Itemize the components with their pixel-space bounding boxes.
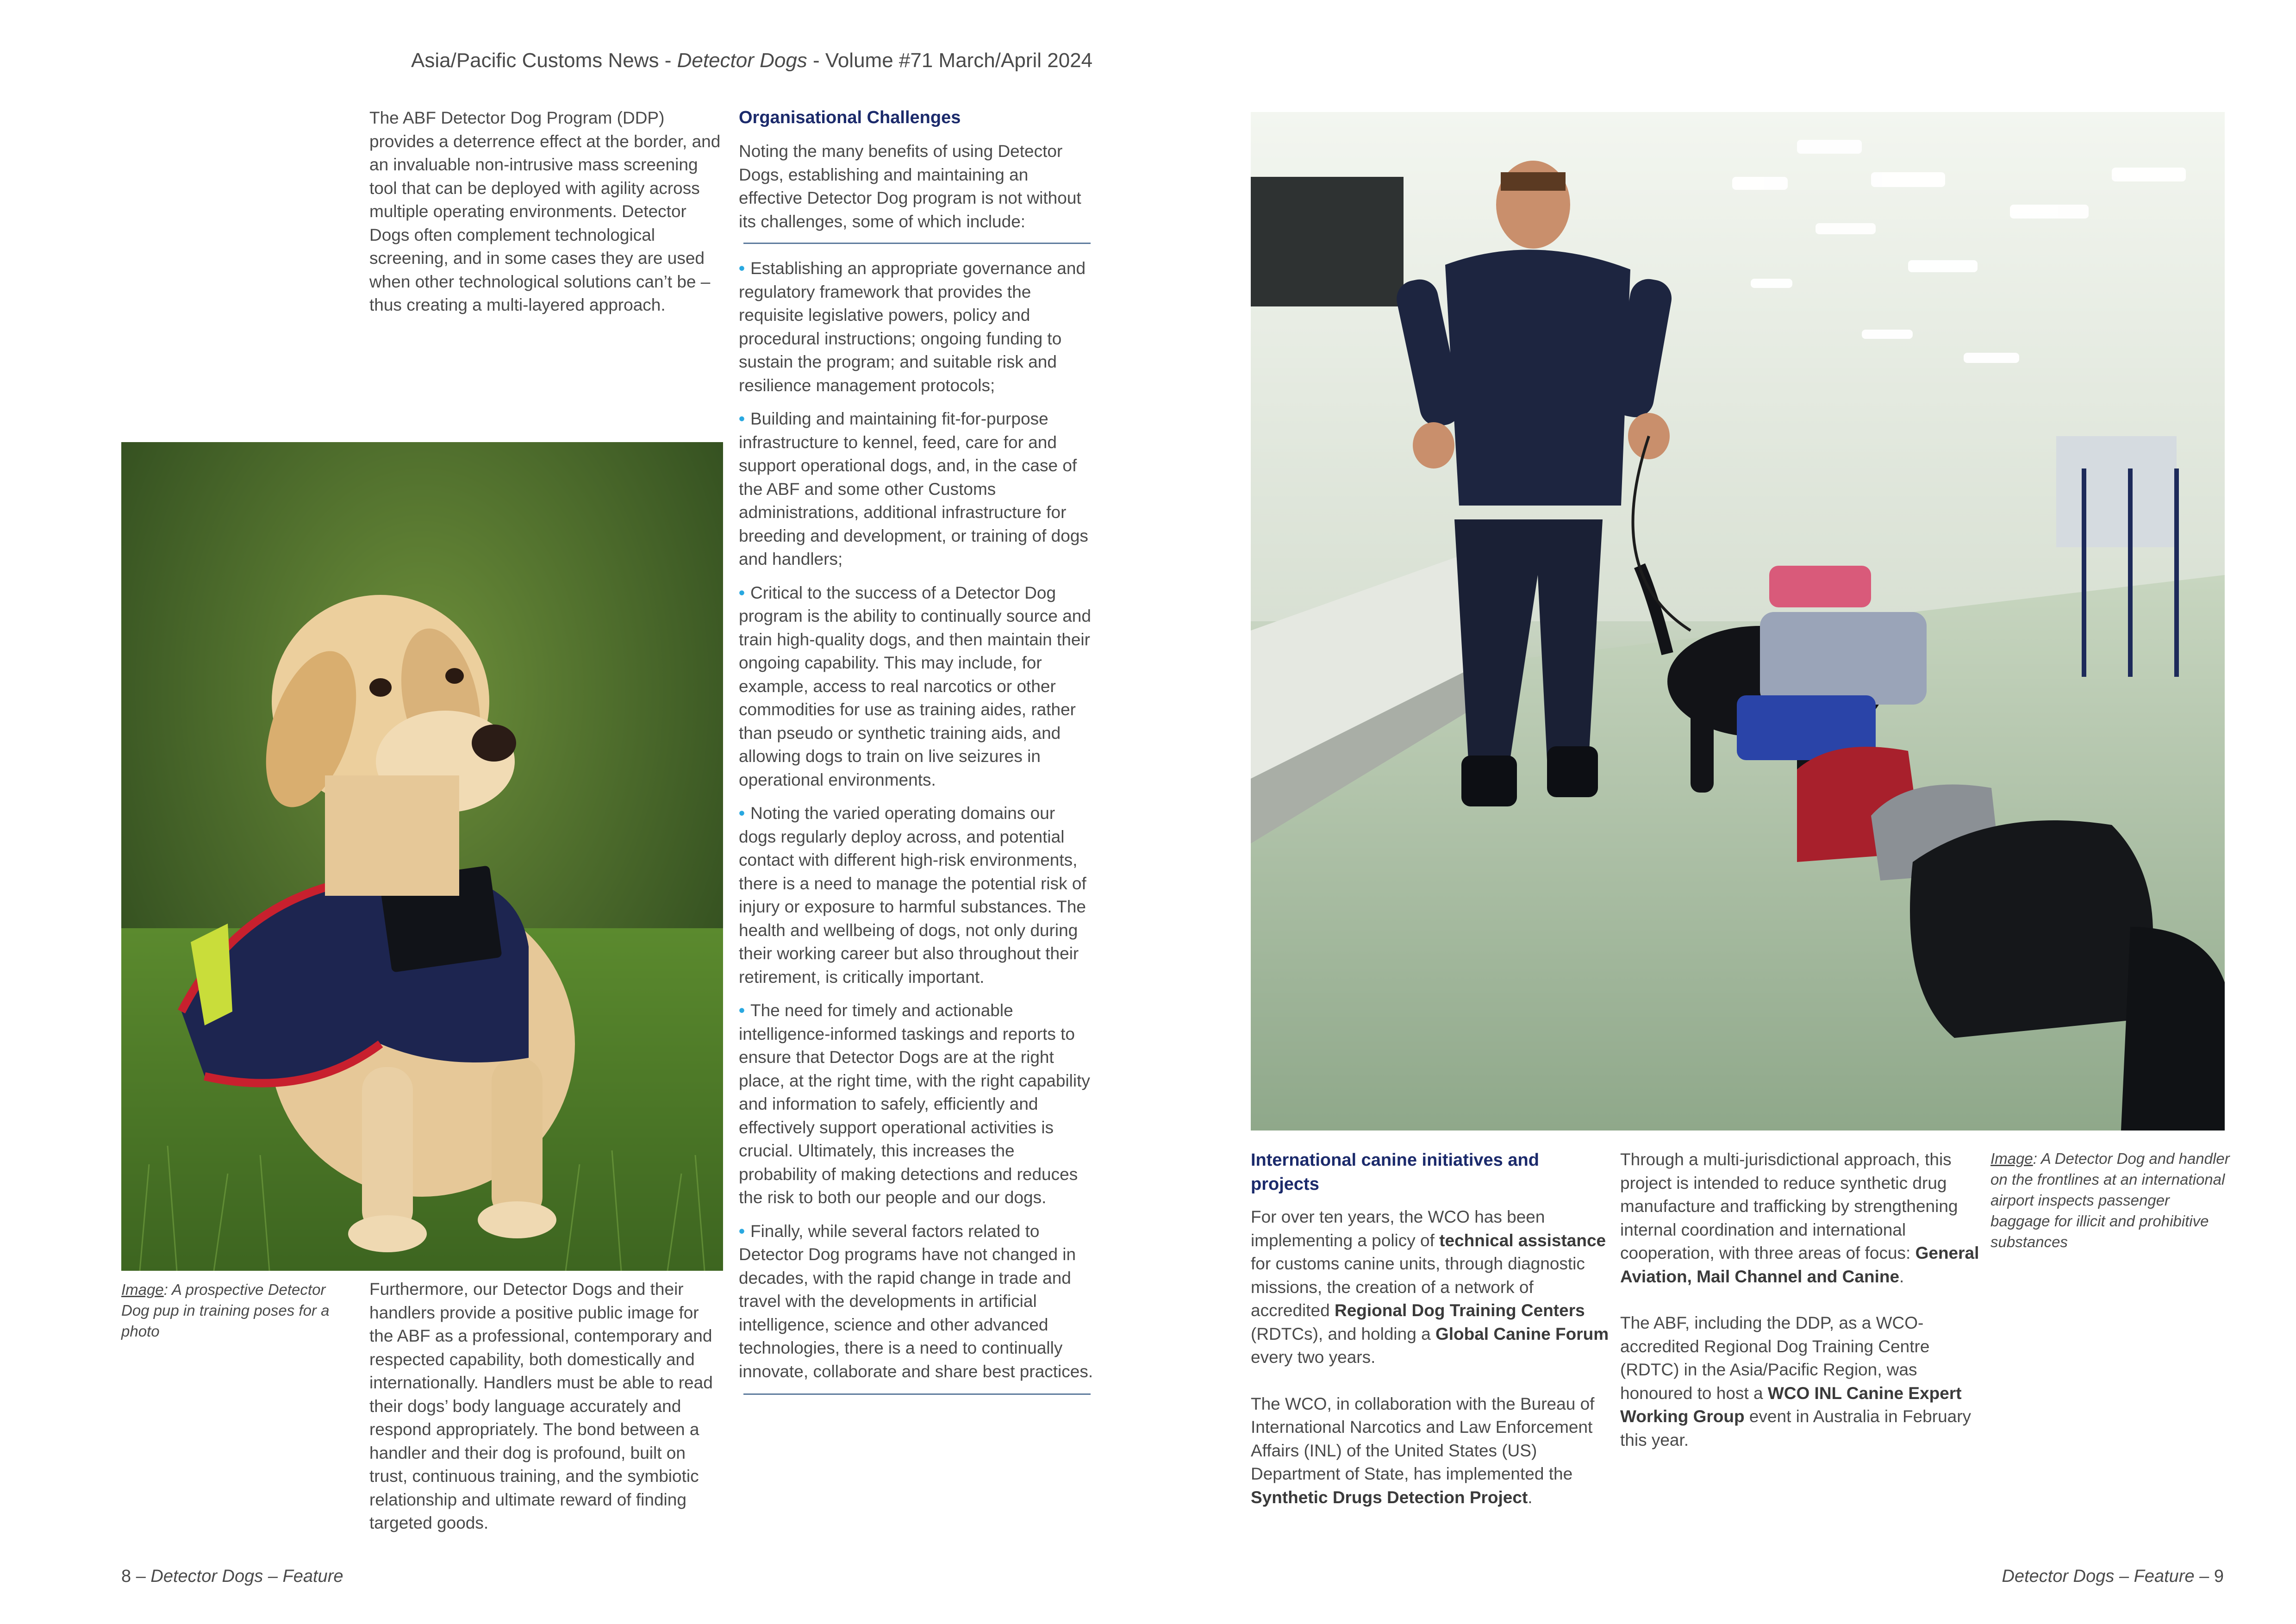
intl-p1-text [1251, 1206, 1612, 1369]
bold-focus-areas: General Aviation, Mail Channel and Canine [1620, 1243, 1979, 1286]
challenges-list [739, 257, 1095, 1383]
challenge-item [739, 257, 1095, 397]
challenge-item [739, 802, 1095, 989]
intro-paragraph [369, 106, 726, 317]
org-challenges-heading: Organisational Challenges [739, 108, 961, 127]
challenge-text: The need for timely and actionable intelligence-informed taskings and reports to ensure that Detector Dogs are at the right place, at the right time, with the right capability and information to safely, efficiently and effectively support operational activities is crucial. Ultimately, this increases the probability of making detections and reduces the risk to both our people and our dogs. [739, 1001, 1090, 1207]
bullet-icon: • [739, 259, 745, 278]
bullet-icon: • [739, 1221, 745, 1241]
airport-photo [1251, 112, 2225, 1131]
bullet-icon: • [739, 804, 745, 823]
text-segment: event in Australia in February this year. [1620, 1407, 1972, 1449]
challenge-text: Noting the varied operating domains our dogs regularly deploy across, and potential contact with different high-risk environments, there is a need to manage the potential risk of injury or exposure to harmful substances. The health and wellbeing of dogs, not only during their working career but also throughout their retirement, is critically important. [739, 804, 1086, 987]
puppy-photo [121, 442, 723, 1271]
page-header [411, 49, 1092, 72]
challenge-item [739, 581, 1095, 792]
bottom-divider [743, 1393, 1091, 1395]
challenge-item [739, 999, 1095, 1210]
bullet-icon: • [739, 583, 745, 602]
intl-initiatives-section [1251, 1148, 1612, 1509]
text-segment: Through a multi-jurisdictional approach, this project is intended to reduce synthetic drug manufacture and trafficking by strengthening internal coordination and international cooperation, with three areas of focus: [1620, 1150, 1958, 1262]
challenge-text: Critical to the success of a Detector Dog program is the ability to continually source and train high-quality dogs, and then maintain their ongoing capability. This may include, for example, access to real narcotics or other commodities for use as training aides, rather than pseudo or synthetic training aids, and allowing dogs to train on live seizures in operational environments. [739, 583, 1091, 789]
top-divider [743, 243, 1091, 244]
challenge-text: Building and maintaining fit-for-purpose infrastructure to kennel, feed, care for and support operational dogs, and, in the case of the ABF and some other Customs administrations, additional infrastructure for breeding and development, or training of dogs and handlers; [739, 409, 1088, 568]
challenge-text: Establishing an appropriate governance and regulatory framework that provides the requisite legislative powers, policy and procedural instructions; ongoing funding to sustain the program; and suitable risk and resilience management protocols; [739, 259, 1086, 395]
challenge-item [739, 407, 1095, 571]
intl-initiatives-heading: International canine initiatives and projects [1251, 1150, 1539, 1194]
intl-p4-text [1620, 1312, 1986, 1452]
text-segment: every two years. [1251, 1348, 1376, 1367]
footer-left [121, 1567, 343, 1587]
intl-p3-text [1620, 1148, 1986, 1288]
bullet-icon: • [739, 409, 745, 428]
header-issue: - Volume #71 March/April 2024 [807, 49, 1093, 72]
text-segment: The ABF, including the DDP, as a WCO-accredited Regional Dog Training Centre (RDTC) in the Asia/Pacific Region, was honoured to host a [1620, 1313, 1930, 1403]
footer-right [2002, 1567, 2224, 1587]
footer-right-page: – 9 [2194, 1567, 2224, 1586]
text-segment: . [1528, 1487, 1533, 1507]
text-segment: for customs canine units, through diagnostic missions, the creation of a network of accredited [1251, 1254, 1585, 1320]
org-challenges-intro [739, 140, 1095, 233]
airport-caption-label: Image [1990, 1150, 2033, 1167]
challenge-text: Finally, while several factors related to Detector Dog programs have not changed in decades, with the rapid change in trade and travel with the developments in artificial intelligence, science and other advanced technologies, there is a need to continually innovate, collaborate and share best practices. [739, 1221, 1093, 1381]
org-challenges-section [739, 106, 1095, 1395]
furthermore-paragraph [369, 1278, 726, 1535]
text-segment: The WCO, in collaboration with the Bureau of International Narcotics and Law Enforcement Affairs (INL) of the United States (US) Department of State, has implemented the [1251, 1394, 1595, 1483]
header-italic: Detector Dogs [677, 49, 807, 72]
intro-text: The ABF Detector Dog Program (DDP) provides a deterrence effect at the border, and an invaluable non-intrusive mass screening tool that can be deployed with agility across multiple operating environments. Detector Dogs often complement technological screening, and in some cases they are used when other technological solutions can’t be – thus creating a multi-layered approach. [369, 108, 721, 314]
bold-expert-working-group: WCO INL Canine Expert Working Group [1620, 1383, 1962, 1426]
bold-technical-assistance: technical assistance [1439, 1230, 1606, 1250]
airport-caption-text: : A Detector Dog and handler on the frontlines at an international airport inspects passenger baggage for illicit and prohibitive substances [1990, 1150, 2230, 1250]
intl-p2 [1251, 1393, 1612, 1510]
intl-p1 [1251, 1206, 1612, 1369]
intl-p2-text [1251, 1393, 1612, 1510]
text-segment: (RDTCs), and holding a [1251, 1324, 1435, 1343]
footer-right-section: Detector Dogs – Feature [2002, 1567, 2195, 1586]
text-segment: For over ten years, the WCO has been implementing a policy of [1251, 1207, 1545, 1250]
intl-column-2 [1620, 1148, 1986, 1452]
header-publication: Asia/Pacific Customs News - [411, 49, 677, 72]
footer-left-page: 8 – [121, 1567, 151, 1586]
airport-caption [1990, 1148, 2231, 1252]
org-challenges-intro-text: Noting the many benefits of using Detector Dogs, establishing and maintaining an effective Detector Dog program is not without its challenges, some of which include: [739, 142, 1081, 231]
puppy-caption-text: : A prospective Detector Dog pup in training poses for a photo [121, 1281, 330, 1340]
puppy-illustration [121, 442, 723, 1271]
bold-global-canine-forum: Global Canine Forum [1435, 1324, 1609, 1343]
footer-left-section: Detector Dogs – Feature [150, 1567, 343, 1586]
airport-illustration [1251, 112, 2225, 1131]
puppy-caption-label: Image [121, 1281, 164, 1298]
bold-synthetic-drugs-project: Synthetic Drugs Detection Project [1251, 1487, 1528, 1507]
text-segment: . [1899, 1267, 1904, 1286]
furthermore-text: Furthermore, our Detector Dogs and their handlers provide a positive public image for the ABF as a professional, contemporary and respected capability, both domestically and internationally. Handlers must be able to read their dogs’ body language accurately and respond appropriately. The bond between a handler and their dog is profound, built on trust, continuous training, and the symbiotic relationship and ultimate reward of finding targeted goods. [369, 1280, 713, 1532]
bold-rdtc: Regional Dog Training Centers [1335, 1301, 1585, 1320]
challenge-item [739, 1220, 1095, 1384]
bullet-icon: • [739, 1001, 745, 1020]
puppy-caption [121, 1279, 353, 1342]
